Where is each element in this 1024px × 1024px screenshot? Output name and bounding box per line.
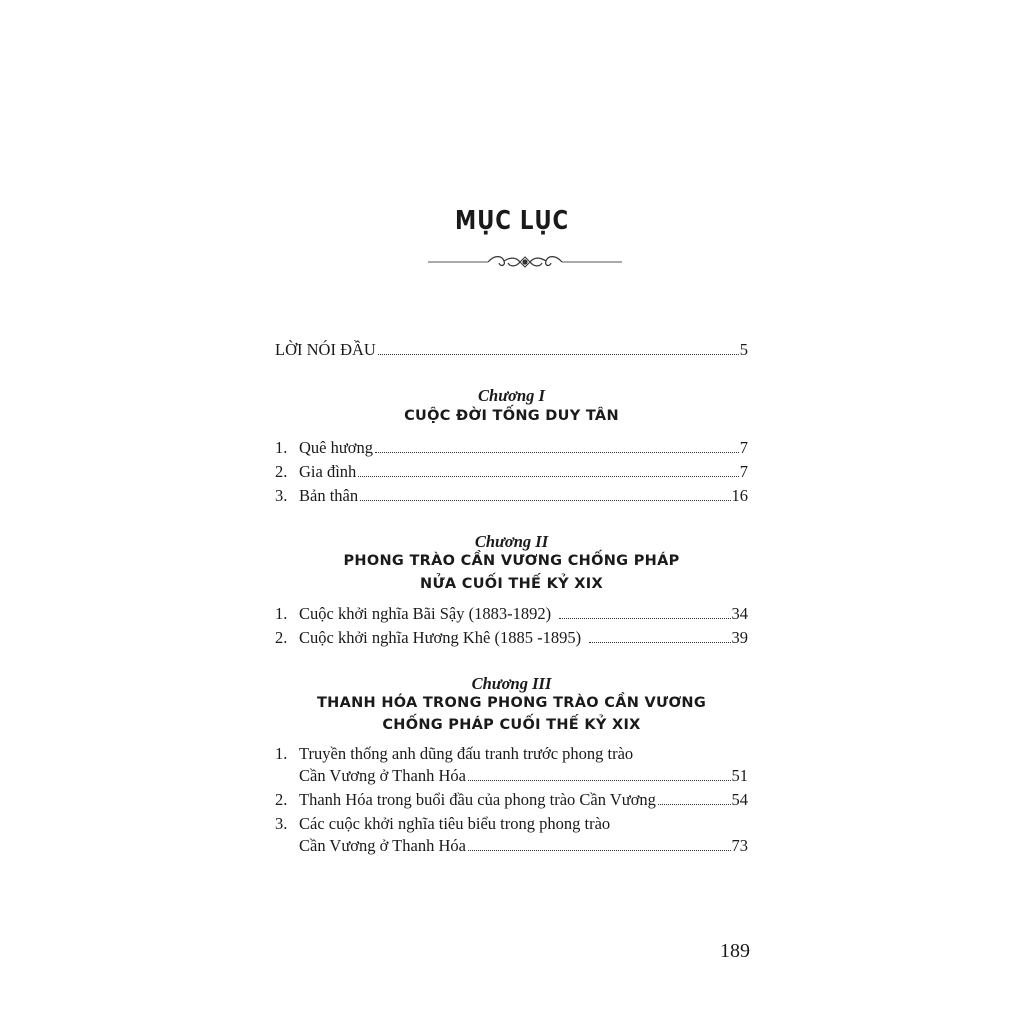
chapter-title: PHONG TRÀO CẦN VƯƠNG CHỐNG PHÁP <box>343 553 680 569</box>
toc-entry-label: LỜI NÓI ĐẦU <box>275 340 376 359</box>
dot-leader <box>378 354 739 355</box>
toc-entry-label: Cần Vương ở Thanh Hóa <box>299 766 466 785</box>
chapter-label: Chương II <box>474 532 549 551</box>
toc-entry-label: Truyền thống anh dũng đấu tranh trước phong trào <box>299 744 634 763</box>
toc-entry-number: 1. <box>275 744 288 763</box>
toc-entry-number: 2. <box>275 462 288 481</box>
decorative-divider <box>428 251 622 273</box>
toc-entry[interactable] <box>275 764 748 786</box>
dot-leader <box>559 618 730 619</box>
toc-page-number: 16 <box>731 486 748 505</box>
chapter-label: Chương III <box>471 674 552 693</box>
toc-entry[interactable] <box>275 834 748 856</box>
toc-entry-preface[interactable] <box>275 338 748 360</box>
toc-entry-label: Các cuộc khởi nghĩa tiêu biểu trong phong trào <box>299 814 611 833</box>
toc-entry-number: 3. <box>275 486 288 505</box>
toc-page-number: 39 <box>731 628 748 647</box>
chapter-title: CUỘC ĐỜI TỐNG DUY TÂN <box>404 408 619 424</box>
page-title: MỤC LỤC <box>455 206 569 236</box>
toc-entry[interactable] <box>275 436 748 458</box>
toc-page-number: 7 <box>739 462 748 481</box>
toc-entry-number: 3. <box>275 814 288 833</box>
toc-entry-label: Gia đình <box>299 462 357 481</box>
dot-leader <box>658 804 731 805</box>
toc-entry[interactable] <box>275 602 748 624</box>
toc-page-number: 5 <box>739 340 748 359</box>
toc-page-number: 34 <box>731 604 748 623</box>
toc-entry-label: Quê hương <box>299 438 374 457</box>
dot-leader <box>589 642 730 643</box>
toc-entry-label: Thanh Hóa trong buổi đầu của phong trào Cần Vương <box>299 790 656 809</box>
dot-leader <box>375 452 739 453</box>
dot-leader <box>358 476 738 477</box>
toc-entry-number: 1. <box>275 604 288 623</box>
toc-entry-label: Cuộc khởi nghĩa Bãi Sậy (1883-1892) <box>299 604 552 623</box>
chapter-title: NỬA CUỐI THẾ KỶ XIX <box>420 576 603 592</box>
toc-page-number: 7 <box>739 438 748 457</box>
dot-leader <box>360 500 730 501</box>
toc-page-number: 51 <box>731 766 748 785</box>
toc-entry[interactable] <box>275 460 748 482</box>
dot-leader <box>468 780 731 781</box>
page-number: 189 <box>720 940 750 962</box>
toc-entry-label: Bản thân <box>299 486 359 505</box>
dot-leader <box>468 850 731 851</box>
toc-page-number: 73 <box>731 836 748 855</box>
chapter-title: CHỐNG PHÁP CUỐI THẾ KỶ XIX <box>382 717 641 733</box>
toc-entry[interactable] <box>275 788 748 810</box>
toc-entry[interactable] <box>275 484 748 506</box>
toc-entry-number: 2. <box>275 790 288 809</box>
toc-page-number: 54 <box>731 790 748 809</box>
toc-entry-first-line[interactable] <box>275 814 610 834</box>
toc-entry-number: 2. <box>275 628 288 647</box>
chapter-label: Chương I <box>478 386 545 405</box>
toc-entry-label: Cuộc khởi nghĩa Hương Khê (1885 -1895) <box>299 628 582 647</box>
toc-entry[interactable] <box>275 626 748 648</box>
toc-entry-first-line[interactable] <box>275 744 633 764</box>
chapter-title: THANH HÓA TRONG PHONG TRÀO CẦN VƯƠNG <box>316 695 707 711</box>
toc-entry-label: Cần Vương ở Thanh Hóa <box>299 836 466 855</box>
toc-entry-number: 1. <box>275 438 288 457</box>
